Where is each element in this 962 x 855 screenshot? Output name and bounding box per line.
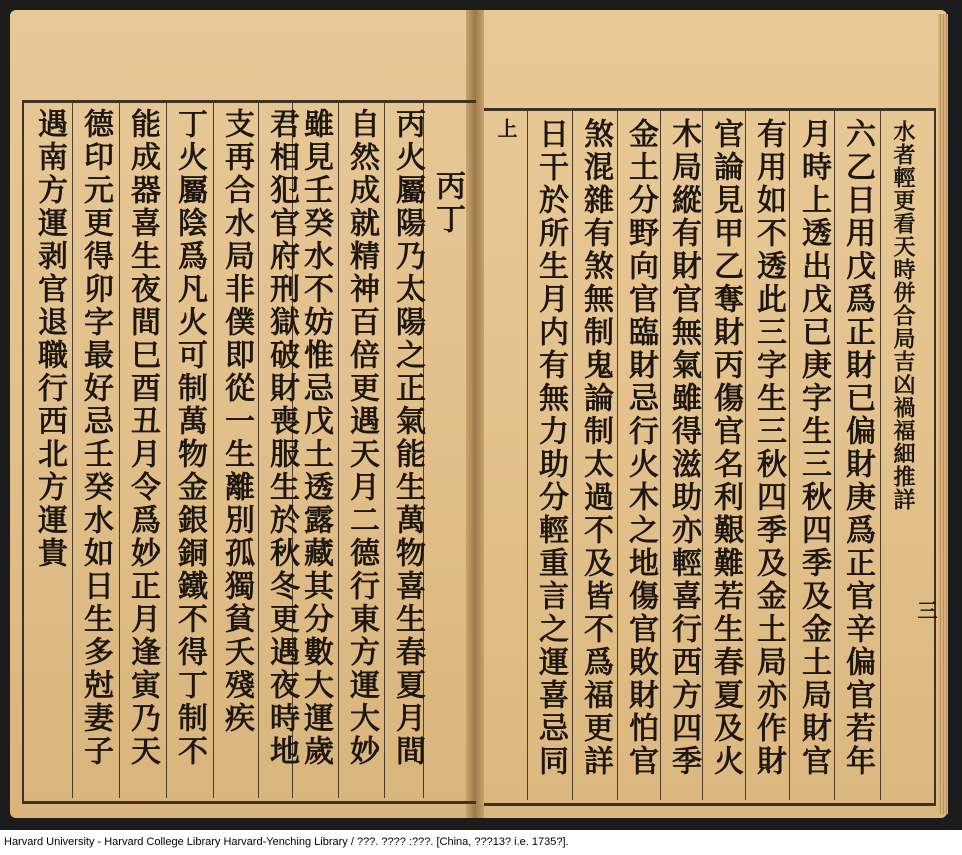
text-column: 煞混雜有煞無制鬼論制太過不及皆不爲福更詳 <box>578 118 613 778</box>
column-rule <box>660 111 661 800</box>
corner-mark: 上 <box>494 118 518 138</box>
text-column: 日干於所生月内有無力助分輕重言之運喜忌同 <box>533 118 568 778</box>
page-edges <box>938 14 948 814</box>
column-rule <box>72 103 73 798</box>
text-column: 遇南方運剥官退職行西北方運貴 <box>32 108 67 570</box>
column-rule <box>745 111 746 800</box>
text-column: 雖見壬癸水不妨惟忌戊土透露藏其分數大運歲 <box>298 108 333 768</box>
column-rule <box>213 103 214 798</box>
column-rule <box>338 103 339 798</box>
text-column: 金土分野向官臨財忌行火木之地傷官敗財怕官 <box>623 118 658 778</box>
text-column: 六乙日用戊爲正財已偏財庚爲正官辛偏官若年 <box>840 118 875 778</box>
text-column: 能成器喜生夜間巳酉丑月令爲妙正月逢寅乃天 <box>125 108 160 768</box>
text-column: 木局縱有財官無氣雖得滋助亦輕喜行西方四季 <box>666 118 701 778</box>
column-rule <box>702 111 703 800</box>
text-column: 支再合水局非僕即從一生離別孤獨貧夭殘疾 <box>219 108 254 735</box>
column-rule <box>166 103 167 798</box>
column-rule <box>880 111 881 800</box>
section-heading: 丙丁 <box>430 170 465 236</box>
text-column: 德印元更得卯字最好忌壬癸水如日生多尅妻子 <box>78 108 113 768</box>
text-column: 水者輕更看天時併合局吉凶禍福細推詳 <box>890 120 916 511</box>
text-column: 丁火屬陰爲凡火可制萬物金銀銅鐵不得丁制不 <box>172 108 207 768</box>
column-rule <box>834 111 835 800</box>
column-rule <box>119 103 120 798</box>
column-rule <box>617 111 618 800</box>
text-column: 官論見甲乙奪財丙傷官名利艱難若生春夏及火 <box>708 118 743 778</box>
page-number: 三 <box>914 600 938 620</box>
column-rule <box>527 111 528 800</box>
column-rule <box>384 103 385 798</box>
text-column: 自然成就精神百倍更遇天月二德行東方運大妙 <box>344 108 379 768</box>
text-column: 君相犯官府刑獄破財喪服生於秋冬更遇夜時地 <box>264 108 299 768</box>
column-rule <box>258 103 259 798</box>
text-column: 丙火屬陽乃太陽之正氣能生萬物喜生春夏月間 <box>390 108 425 768</box>
text-column: 月時上透出戊已庚字生三秋四季及金土局財官 <box>796 118 831 778</box>
column-rule <box>789 111 790 800</box>
image-caption: Harvard University - Harvard College Library Harvard-Yenching Library / ???. ???? :???. [China, ???13? i.e. 1735?]. <box>0 830 962 855</box>
text-column: 有用如不透此三字生三秋四季及金土局亦作財 <box>751 118 786 778</box>
column-rule <box>572 111 573 800</box>
